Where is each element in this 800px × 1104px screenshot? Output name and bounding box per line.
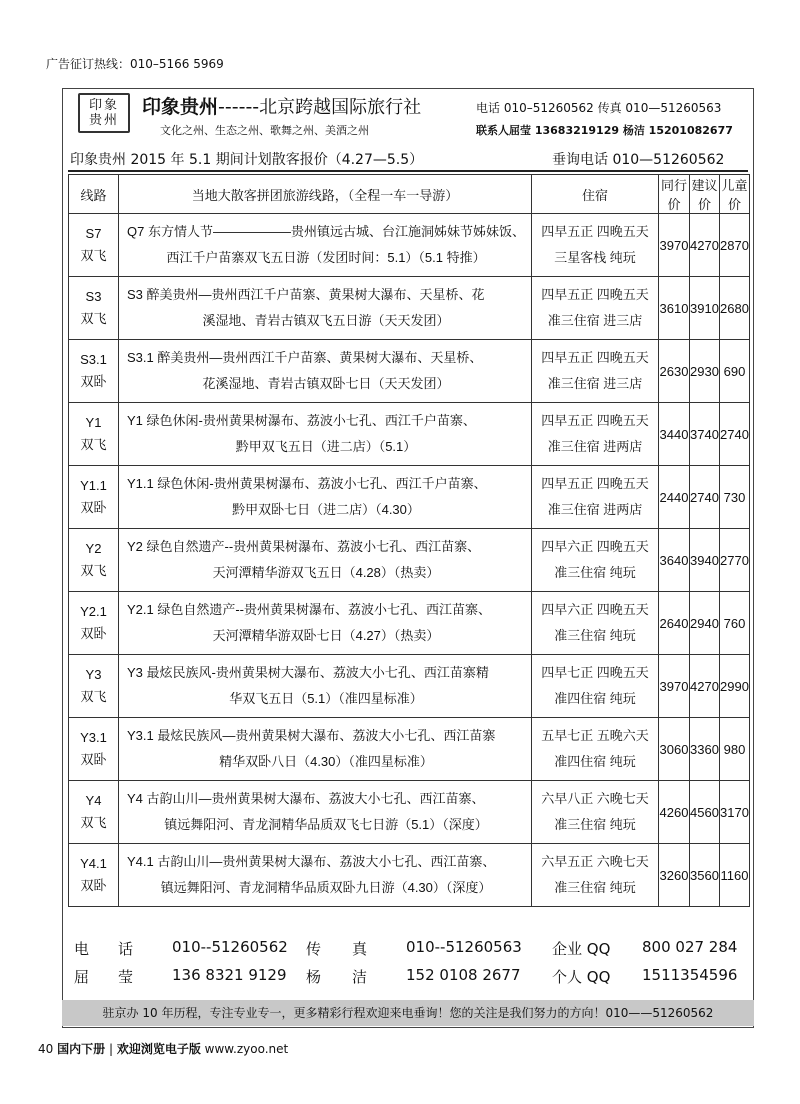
suggested-price: 4270 (690, 655, 720, 718)
route-desc-cell (119, 214, 532, 277)
table-row (69, 340, 750, 403)
child-price: 2990 (720, 655, 750, 718)
footer-slogan: 欢迎浏览电子版 (116, 1042, 201, 1056)
ad-hotline: 广告征订热线：010–5166 5969 (46, 57, 224, 71)
section-name: 国内下册 (57, 1042, 106, 1056)
route-desc-cell (119, 718, 532, 781)
route-desc-line1: S3 醉美贵州—贵州西江千户苗寨、黄果树大瀑布、天星桥、花 (127, 287, 485, 302)
lodging-line1: 四早五正 四晚五天 (541, 476, 649, 491)
page-footer (38, 1040, 288, 1057)
peer-price: 3970 (659, 655, 690, 718)
lodging-cell (532, 403, 659, 466)
route-code: Y4.1 (80, 856, 107, 871)
route-code: S3.1 (80, 352, 107, 367)
route-code-cell (69, 529, 119, 592)
route-code-cell (69, 466, 119, 529)
label-fax-1: 传 (306, 940, 322, 958)
peer-price: 2630 (659, 340, 690, 403)
peer-price: 2640 (659, 592, 690, 655)
route-desc-line2: 华双飞五日（5.1）（准四星标准） (229, 691, 423, 706)
lodging-line1: 四早六正 四晚五天 (541, 539, 649, 554)
contact-row-1 (74, 938, 744, 966)
lodging-cell (532, 340, 659, 403)
suggested-price: 2940 (690, 592, 720, 655)
table-row (69, 214, 750, 277)
lodging-line2: 准三住宿 进两店 (547, 439, 643, 454)
route-code-cell (69, 214, 119, 277)
child-price: 2740 (720, 403, 750, 466)
route-code: Y3.1 (80, 730, 107, 745)
route-desc-line1: Q7 东方情人节——————贵州镇远古城、台江施洞姊妹节姊妹饭、 (127, 224, 525, 239)
route-desc-line1: Y3.1 最炫民族风—贵州黄果树大瀑布、荔波大小七孔、西江苗寨 (127, 728, 496, 743)
header-peer-price: 同行价 (659, 175, 690, 214)
route-desc-line1: S3.1 醉美贵州—贵州西江千户苗寨、黄果树大瀑布、天星桥、 (127, 350, 483, 365)
route-transport: 双飞 (80, 689, 107, 704)
route-desc-line1: Y2 绿色自然遗产--贵州黄果树瀑布、荔波小七孔、西江苗寨、 (127, 539, 481, 554)
route-desc-line1: Y2.1 绿色自然遗产--贵州黄果树瀑布、荔波小七孔、西江苗寨、 (127, 602, 492, 617)
label-name-1a: 屈 (74, 968, 90, 986)
lodging-line1: 四早五正 四晚五天 (541, 224, 649, 239)
route-desc-line1: Y1.1 绿色休闲-贵州黄果树瀑布、荔波小七孔、西江千户苗寨、 (127, 476, 487, 491)
child-price: 1160 (720, 844, 750, 907)
suggested-price: 3360 (690, 718, 720, 781)
route-desc-line1: Y1 绿色休闲-贵州黄果树瀑布、荔波小七孔、西江千户苗寨、 (127, 413, 476, 428)
lodging-cell (532, 277, 659, 340)
lodging-line1: 四早六正 四晚五天 (541, 602, 649, 617)
price-table (68, 174, 750, 907)
table-row (69, 844, 750, 907)
route-transport: 双卧 (80, 626, 107, 641)
route-transport: 双卧 (80, 374, 107, 389)
route-desc-line2: 西江千户苗寨双飞五日游（发团时间：5.1）（5.1 特推） (166, 250, 486, 265)
header-contact-persons: 联系人屈莹 13683219129 杨洁 15201082677 (476, 124, 733, 137)
header-phone-fax: 电话 010–51260562 传真 010—51260563 (476, 101, 722, 115)
child-price: 760 (720, 592, 750, 655)
suggested-price: 3910 (690, 277, 720, 340)
route-desc-line1: Y4 古韵山川—贵州黄果树大瀑布、荔波大小七孔、西江苗寨、 (127, 791, 485, 806)
route-desc-line2: 精华双卧八日（4.30）（准四星标准） (219, 754, 433, 769)
lodging-line2: 准三住宿 纯玩 (554, 880, 636, 895)
suggested-price: 2930 (690, 340, 720, 403)
route-desc-line2: 溪湿地、青岩古镇双飞五日游（天天发团） (202, 313, 450, 328)
suggested-price: 3560 (690, 844, 720, 907)
header-route-code: 线路 (69, 175, 119, 214)
lodging-line1: 四早七正 四晚五天 (541, 665, 649, 680)
footer-separator: | (108, 1042, 113, 1056)
suggested-price: 4560 (690, 781, 720, 844)
suggested-price: 3940 (690, 529, 720, 592)
route-code-cell (69, 403, 119, 466)
lodging-line1: 四早五正 四晚五天 (541, 287, 649, 302)
route-desc-cell (119, 844, 532, 907)
route-code-cell (69, 340, 119, 403)
lodging-line1: 五早七正 五晚六天 (541, 728, 649, 743)
route-desc-line2: 天河潭精华游双卧七日（4.27）（热卖） (212, 628, 440, 643)
route-code: Y2 (85, 541, 102, 556)
label-company-qq: 企业 QQ (552, 940, 611, 958)
table-row (69, 277, 750, 340)
child-price: 2870 (720, 214, 750, 277)
suggested-price: 3740 (690, 403, 720, 466)
route-desc-line2: 花溪湿地、青岩古镇双卧七日（天天发团） (202, 376, 450, 391)
phone-number: 010--51260562 (172, 938, 288, 956)
lodging-line2: 三星客栈 纯玩 (554, 250, 636, 265)
lodging-cell (532, 529, 659, 592)
table-row (69, 529, 750, 592)
title-divider (68, 170, 748, 172)
brand-name: 印象贵州 (142, 96, 219, 118)
route-transport: 双飞 (80, 437, 107, 452)
route-desc-cell (119, 466, 532, 529)
lodging-line2: 准四住宿 纯玩 (554, 754, 636, 769)
route-desc-cell (119, 592, 532, 655)
header-child-price: 儿童价 (720, 175, 750, 214)
route-transport: 双卧 (80, 500, 107, 515)
table-row (69, 718, 750, 781)
lodging-line2: 准三住宿 纯玩 (554, 628, 636, 643)
lodging-line2: 准三住宿 进三店 (547, 313, 643, 328)
lodging-cell (532, 718, 659, 781)
route-desc-cell (119, 340, 532, 403)
lodging-cell (532, 655, 659, 718)
route-desc-line1: Y3 最炫民族风-贵州黄果树大瀑布、荔波大小七孔、西江苗寨精 (127, 665, 489, 680)
table-row (69, 655, 750, 718)
route-code: Y3 (85, 667, 102, 682)
suggested-price: 4270 (690, 214, 720, 277)
table-row (69, 403, 750, 466)
lodging-cell (532, 844, 659, 907)
label-phone-2: 话 (118, 940, 134, 958)
label-name-1b: 莹 (118, 968, 134, 986)
route-transport: 双卧 (80, 752, 107, 767)
brand-dashes: ------ (218, 96, 260, 118)
route-desc-cell (119, 403, 532, 466)
child-price: 980 (720, 718, 750, 781)
child-price: 2770 (720, 529, 750, 592)
route-desc-line2: 黔甲双飞五日（进二店）（5.1） (235, 439, 417, 454)
peer-price: 3060 (659, 718, 690, 781)
header-route-desc: 当地大散客拼团旅游线路，（全程一车一导游） (119, 175, 532, 214)
child-price: 3170 (720, 781, 750, 844)
table-row (69, 592, 750, 655)
route-code: Y1 (85, 415, 102, 430)
header-slogan: 文化之州、生态之州、歌舞之州、美酒之州 (160, 124, 369, 137)
table-header-row (69, 175, 750, 214)
company-qq: 800 027 284 (642, 938, 738, 956)
lodging-line2: 准三住宿 进两店 (547, 502, 643, 517)
lodging-line1: 四早五正 四晚五天 (541, 413, 649, 428)
route-desc-line2: 黔甲双卧七日（进二店）（4.30） (232, 502, 420, 517)
label-name-2b: 洁 (352, 968, 368, 986)
page-title: 印象贵州 2015 年 5.1 期间计划散客报价（4.27—5.5） (70, 152, 424, 168)
child-price: 2680 (720, 277, 750, 340)
route-desc-line2: 镇远舞阳河、青龙洞精华品质双卧九日游（4.30）（深度） (160, 880, 492, 895)
route-desc-cell (119, 277, 532, 340)
route-desc-line2: 天河潭精华游双飞五日（4.28）（热卖） (212, 565, 440, 580)
route-desc-line1: Y4.1 古韵山川—贵州黄果树大瀑布、荔波大小七孔、西江苗寨、 (127, 854, 496, 869)
route-transport: 双飞 (80, 311, 107, 326)
page-number: 40 (38, 1042, 54, 1056)
peer-price: 3440 (659, 403, 690, 466)
route-transport: 双飞 (80, 563, 107, 578)
route-code-cell (69, 718, 119, 781)
site-link[interactable]: www.zyoo.net (204, 1042, 289, 1056)
table-row (69, 466, 750, 529)
brand-logo (78, 93, 130, 133)
label-personal-qq: 个人 QQ (552, 968, 611, 986)
lodging-line1: 六早五正 六晚七天 (541, 854, 649, 869)
route-transport: 双飞 (80, 248, 107, 263)
peer-price: 2440 (659, 466, 690, 529)
lodging-line2: 准四住宿 纯玩 (554, 691, 636, 706)
peer-price: 3640 (659, 529, 690, 592)
lodging-line2: 准三住宿 纯玩 (554, 565, 636, 580)
route-code: Y4 (85, 793, 102, 808)
route-desc-line2: 镇远舞阳河、青龙洞精华品质双飞七日游（5.1）（深度） (164, 817, 488, 832)
lodging-cell (532, 214, 659, 277)
suggested-price: 2740 (690, 466, 720, 529)
route-desc-cell (119, 529, 532, 592)
personal-qq: 1511354596 (642, 966, 738, 984)
lodging-line1: 六早八正 六晚七天 (541, 791, 649, 806)
fax-number: 010--51260563 (406, 938, 522, 956)
peer-price: 3260 (659, 844, 690, 907)
lodging-line2: 准三住宿 纯玩 (554, 817, 636, 832)
route-code-cell (69, 592, 119, 655)
contact-row-2 (74, 966, 744, 994)
route-desc-cell (119, 655, 532, 718)
route-code-cell (69, 844, 119, 907)
inquiry-phone: 垂询电话 010—51260562 (552, 152, 725, 168)
lodging-line1: 四早五正 四晚五天 (541, 350, 649, 365)
peer-price: 4260 (659, 781, 690, 844)
mobile-2: 152 0108 2677 (406, 966, 521, 984)
child-price: 730 (720, 466, 750, 529)
peer-price: 3970 (659, 214, 690, 277)
route-code: Y1.1 (80, 478, 107, 493)
lodging-line2: 准三住宿 进三店 (547, 376, 643, 391)
header-lodging: 住宿 (532, 175, 659, 214)
label-name-2a: 杨 (306, 968, 322, 986)
brand-title (142, 92, 421, 119)
contact-grid (74, 938, 744, 994)
peer-price: 3610 (659, 277, 690, 340)
route-code-cell (69, 781, 119, 844)
route-code: S3 (85, 289, 102, 304)
route-code: Y2.1 (80, 604, 107, 619)
route-desc-cell (119, 781, 532, 844)
logo-text: 印象 贵州 (88, 98, 119, 128)
footer-banner: 驻京办 10 年历程，专注专业专一，更多精彩行程欢迎来电垂询！您的关注是我们努力的方向！010——51260562 (62, 1000, 754, 1026)
mobile-1: 136 8321 9129 (172, 966, 287, 984)
route-transport: 双飞 (80, 815, 107, 830)
child-price: 690 (720, 340, 750, 403)
label-fax-2: 真 (352, 940, 368, 958)
header-suggested-price: 建议价 (690, 175, 720, 214)
route-code-cell (69, 277, 119, 340)
route-transport: 双卧 (80, 878, 107, 893)
lodging-cell (532, 592, 659, 655)
agency-name: 北京跨越国际旅行社 (259, 97, 422, 118)
lodging-cell (532, 466, 659, 529)
lodging-cell (532, 781, 659, 844)
route-code-cell (69, 655, 119, 718)
table-row (69, 781, 750, 844)
label-phone-1: 电 (74, 940, 90, 958)
route-code: S7 (85, 226, 102, 241)
